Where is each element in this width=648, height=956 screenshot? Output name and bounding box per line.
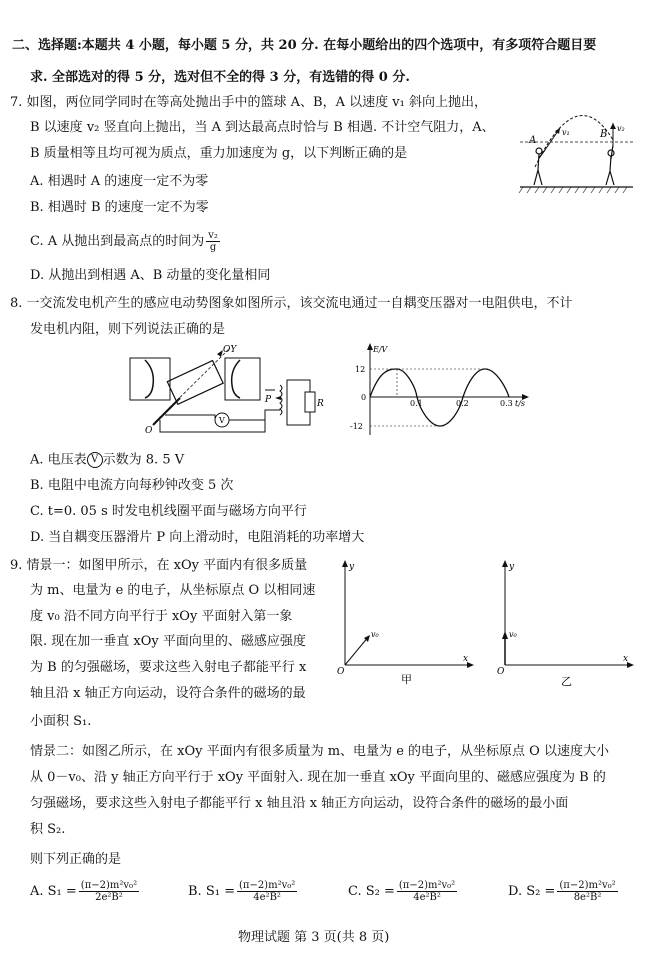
q9-line-4: 限. 现在加一垂直 xOy 平面向里的、磁感应强度	[30, 634, 306, 649]
resistor	[305, 392, 315, 412]
q8-stem-line2: 发电机内阻，则下列说法正确的是	[30, 322, 226, 337]
q9-option-c	[348, 880, 459, 903]
q7-option-c	[30, 230, 222, 253]
x-tick-2: 0.2	[456, 399, 469, 408]
q7-stem-line3: B 质量相等且均可视为质点，重力加速度为 g，以下判断正确的是	[30, 146, 408, 161]
label-b: B	[600, 129, 608, 140]
q9-line-1: 9. 情景一：如图甲所示，在 xOy 平面内有很多质量	[10, 558, 308, 573]
q9-figure-jia	[335, 555, 480, 685]
q9-option-d	[508, 880, 620, 903]
wire-top	[165, 415, 215, 418]
section-header-line1: 二、选择题:本题共 4 小题，每小题 5 分，共 20 分. 在每小题给出的四个选项中，有多项符合题目要	[12, 38, 597, 53]
x-tick-1: 0.1	[410, 399, 423, 408]
ground-hatch	[519, 187, 627, 193]
fraction-denominator: 4e²B²	[413, 892, 441, 903]
v2-arrowhead	[610, 123, 616, 129]
q7-stem-line1: 7. 如图，两位同学同时在等高处抛出手中的篮球 A、B，A 以速度 v₁ 斜向上抛出，	[10, 95, 487, 110]
fraction-numerator: (π−2)m²v₀²	[238, 880, 296, 891]
label-o: O	[337, 667, 345, 677]
wire-to-resistor	[287, 380, 310, 425]
voltmeter-symbol: V	[87, 452, 103, 468]
q9-line-10: 匀强磁场，要求这些入射电子都能平行 x 轴且沿 x 轴正方向运动，设符合条件的磁场的最小面	[30, 796, 569, 811]
label-x: x	[463, 654, 469, 664]
slider-p-arrow	[275, 396, 281, 400]
label-y: y	[349, 562, 355, 572]
q9-figure-yi	[495, 555, 640, 690]
label-r: R	[317, 399, 324, 409]
label-a: A	[529, 135, 537, 146]
student-b-figure	[606, 145, 614, 185]
x-tick-3: 0.3	[500, 399, 513, 408]
q9-line-9: 从 0－v₀、沿 y 轴正方向平行于 xOy 平面射入. 现在加一垂直 xOy 平面向里的、磁感应强度为 B 的	[30, 770, 606, 785]
q8-option-a	[30, 452, 184, 469]
velocity-arrow	[345, 636, 369, 665]
q9-line-6: 轴且沿 x 轴正方向运动，设符合条件的磁场的最	[30, 686, 306, 701]
magnet-right	[225, 358, 260, 400]
q9-option-d-pre: D. S₂ =	[508, 884, 556, 899]
q8-generator-circuit	[125, 340, 325, 440]
q8-option-b: B. 电阻中电流方向每秒钟改变 5 次	[30, 478, 234, 493]
label-v0: v₀	[371, 630, 379, 639]
label-v1: v₁	[562, 128, 570, 137]
q7-stem-line2: B 以速度 v₂ 竖直向上抛出，当 A 到达最高点时恰与 B 相遇. 不计空气阻力，A、	[30, 120, 495, 135]
shaft	[153, 398, 180, 425]
fraction-numerator: (π−2)m²v₀²	[398, 880, 456, 891]
q9-option-b	[188, 880, 299, 903]
magnet-left-pole	[145, 360, 153, 398]
q9-line-8: 情景二：如图乙所示，在 xOy 平面内有很多质量为 m、电量为 e 的电子，从坐标原点 O 以速度大小	[30, 744, 609, 759]
q8-emf-graph	[345, 340, 535, 440]
q9-line-12: 则下列正确的是	[30, 852, 122, 867]
q9-line-2: 为 m、电量为 e 的电子，从坐标原点 O 以相同速	[30, 583, 316, 598]
page-footer: 物理试题 第 3 页(共 8 页)	[238, 930, 390, 945]
y-tick-bottom: -12	[350, 422, 363, 431]
q9-option-c-pre: C. S₂ =	[348, 884, 395, 899]
label-v0: v₀	[509, 630, 517, 639]
q7-option-c-text: C. A 从抛出到最高点的时间为	[30, 234, 205, 249]
section-header-line2: 求. 全部选对的得 5 分，选对但不全的得 3 分，有选错的得 0 分.	[30, 70, 410, 85]
voltmeter-label: V	[219, 416, 225, 425]
q9-option-a	[30, 880, 141, 903]
q9-option-d-fraction	[557, 880, 617, 903]
q8-option-c: C. t=0. 05 s 时发电机线圈平面与磁场方向平行	[30, 504, 307, 519]
y-axis-label: E/V	[373, 345, 388, 354]
fraction-denominator: 8e²B²	[573, 892, 602, 903]
label-y: y	[509, 562, 515, 572]
q7-option-a: A. 相遇时 A 的速度一定不为零	[30, 174, 209, 189]
q9-line-3: 度 v₀ 沿不同方向平行于 xOy 平面射入第一象	[30, 609, 293, 624]
q9-option-b-fraction	[237, 880, 297, 903]
fraction-numerator: (π−2)m²v₀²	[559, 880, 616, 891]
y-axis-arrow	[342, 560, 348, 567]
fraction-numerator: (π−2)m²v₀²	[80, 880, 138, 891]
origin-label: 0	[361, 393, 367, 402]
fraction-denominator: g	[209, 242, 217, 253]
q8-stem-line1: 8. 一交流发电机产生的感应电动势图象如图所示，该交流电通过一自耦变压器对一电阻供电，不计	[10, 296, 573, 311]
q7-option-d: D. 从抛出到相遇 A、B 动量的变化量相同	[30, 268, 271, 283]
y-tick-top: 12	[355, 365, 366, 374]
fraction-denominator: 4e²B²	[253, 892, 281, 903]
label-v2: v₂	[617, 124, 625, 133]
label-x: x	[623, 654, 629, 664]
q9-option-b-pre: B. S₁ =	[188, 884, 235, 899]
q9-line-7: 小面积 S₁.	[30, 714, 92, 729]
fraction-denominator: 2e²B²	[95, 892, 123, 903]
label-o: O	[145, 426, 153, 436]
label-o: O	[497, 667, 505, 677]
q8-option-a-post: 示数为 8. 5 V	[102, 452, 185, 468]
q9-option-a-fraction	[79, 880, 139, 903]
caption-jia: 甲	[401, 673, 412, 685]
q9-line-5: 为 B 的匀强磁场，要求这些入射电子都能平行 x	[30, 660, 307, 675]
q8-option-a-pre: A. 电压表	[30, 452, 87, 468]
q7-option-c-fraction	[206, 230, 220, 253]
q9-option-c-fraction	[397, 880, 457, 903]
q9-line-11: 积 S₂.	[30, 822, 66, 837]
label-p: P	[265, 395, 272, 405]
q8-option-d: D. 当自耦变压器滑片 P 向上滑动时，电阻消耗的功率增大	[30, 530, 365, 545]
q7-figure	[505, 95, 640, 200]
y-axis-arrow	[502, 560, 508, 567]
magnet-right-pole	[232, 360, 240, 398]
velocity-arrowhead	[502, 631, 508, 639]
x-axis-label: t/s	[515, 399, 526, 408]
trajectory-arc	[535, 116, 613, 167]
q9-option-a-pre: A. S₁ =	[30, 884, 77, 899]
caption-yi: 乙	[561, 675, 572, 688]
q7-option-b: B. 相遇时 B 的速度一定不为零	[30, 200, 209, 215]
label-oy: OY	[223, 345, 237, 355]
v1-arrowhead	[555, 128, 560, 134]
fraction-numerator: v₂	[208, 230, 218, 241]
